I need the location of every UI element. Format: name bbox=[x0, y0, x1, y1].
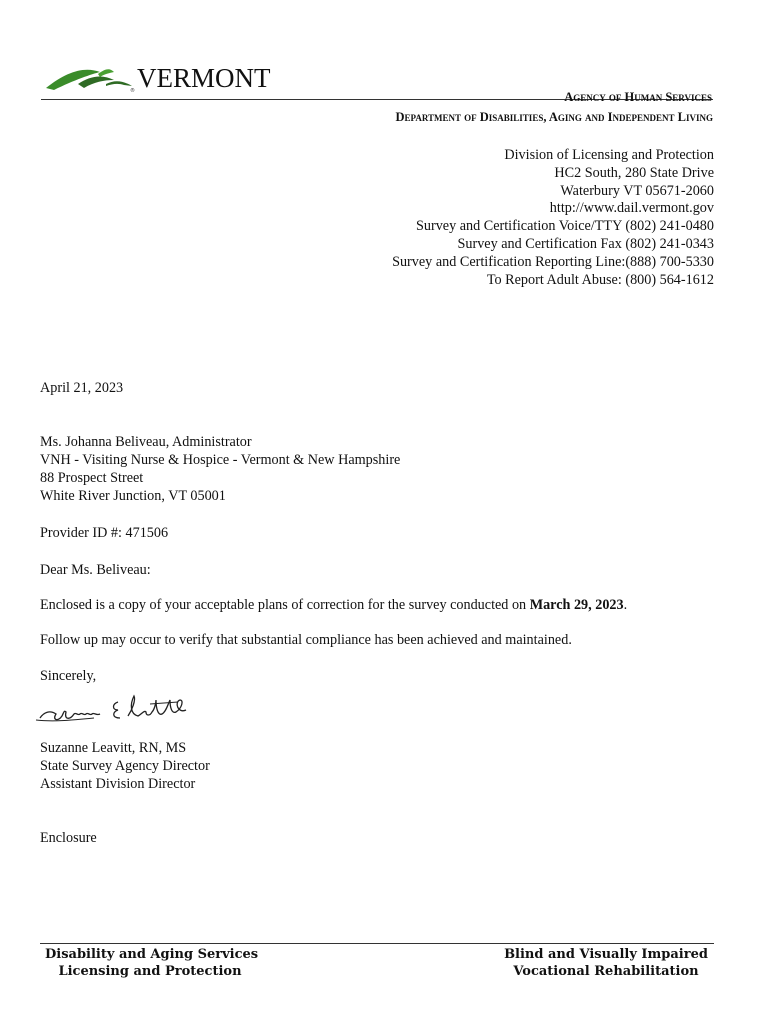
paragraph-follow-up: Follow up may occur to verify that substantial compliance has been achieved and maintained. bbox=[40, 632, 572, 648]
recipient-block bbox=[40, 433, 400, 505]
recipient-city: White River Junction, VT 05001 bbox=[40, 488, 226, 504]
letter-date: April 21, 2023 bbox=[40, 380, 124, 396]
paragraph-enclosed-end: . bbox=[623, 597, 628, 613]
logo-wordmark: VERMONT bbox=[137, 63, 271, 93]
contact-fax: Survey and Certification Fax (802) 241-0343 bbox=[457, 235, 714, 252]
footer-left bbox=[45, 946, 259, 980]
contact-block bbox=[392, 147, 714, 289]
signer-subtitle: Assistant Division Director bbox=[40, 776, 196, 792]
salutation: Dear Ms. Beliveau: bbox=[40, 562, 151, 578]
recipient-organization: VNH - Visiting Nurse & Hospice - Vermont & New Hampshire bbox=[40, 452, 401, 468]
department-name: Department of Disabilities, Aging and Independent Living bbox=[395, 110, 713, 124]
footer-right-line2: Vocational Rehabilitation bbox=[513, 964, 699, 979]
provider-id: Provider ID #: 471506 bbox=[40, 525, 169, 541]
contact-abuse-line: To Report Adult Abuse: (800) 564-1612 bbox=[486, 271, 714, 288]
enclosure-note: Enclosure bbox=[40, 830, 97, 846]
footer-right bbox=[502, 946, 710, 980]
signer-title: State Survey Agency Director bbox=[40, 758, 210, 774]
signer-name: Suzanne Leavitt, RN, MS bbox=[40, 740, 187, 756]
contact-address: HC2 South, 280 State Drive bbox=[554, 164, 714, 181]
footer-left-line1: Disability and Aging Services bbox=[45, 947, 259, 962]
contact-website: http://www.dail.vermont.gov bbox=[549, 200, 714, 217]
footer-right-line1: Blind and Visually Impaired bbox=[504, 947, 708, 962]
contact-voice: Survey and Certification Voice/TTY (802) 241-0480 bbox=[415, 218, 714, 235]
recipient-name: Ms. Johanna Beliveau, Administrator bbox=[40, 434, 252, 450]
signature bbox=[34, 690, 194, 738]
contact-reporting-line: Survey and Certification Reporting Line:(888) 700-5330 bbox=[392, 253, 714, 270]
recipient-street: 88 Prospect Street bbox=[40, 470, 144, 486]
footer-rule bbox=[40, 943, 714, 944]
survey-date: March 29, 2023 bbox=[529, 597, 624, 613]
agency-name: Agency of Human Services bbox=[564, 90, 712, 104]
logo-registered-mark: ® bbox=[130, 88, 135, 94]
vermont-logo bbox=[44, 58, 284, 100]
paragraph-enclosed bbox=[40, 596, 627, 614]
paragraph-enclosed-text: Enclosed is a copy of your acceptable plans of correction for the survey conducted on bbox=[40, 597, 530, 613]
footer-left-line2: Licensing and Protection bbox=[58, 964, 242, 979]
contact-division: Division of Licensing and Protection bbox=[504, 147, 714, 163]
signer-block bbox=[40, 739, 210, 793]
contact-city: Waterbury VT 05671-2060 bbox=[560, 182, 714, 199]
closing: Sincerely, bbox=[40, 668, 97, 684]
